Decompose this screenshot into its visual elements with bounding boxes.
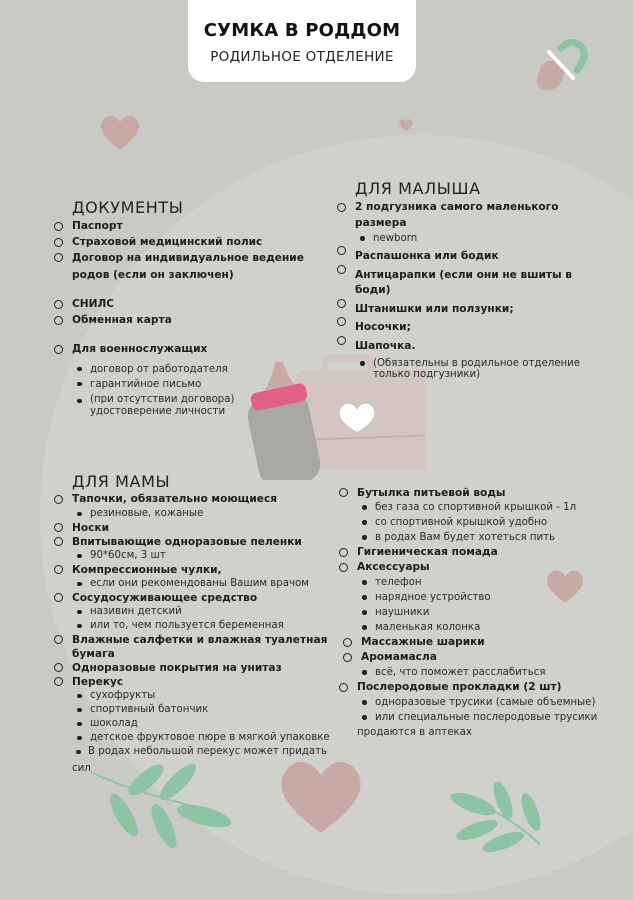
sub-item (337, 590, 627, 605)
checkbox-circle-icon[interactable] (339, 683, 348, 692)
bullet-icon (77, 399, 82, 404)
bullet-icon (360, 236, 365, 241)
sub-item (337, 620, 627, 635)
sub-item-label: телефон (375, 577, 422, 588)
section-heading: ДЛЯ МАМЫ (72, 472, 171, 491)
item-label: Распашонка или бодик (355, 250, 499, 262)
sub-item-label: (при отсутствии договора) удостоверение личности (90, 393, 235, 417)
sub-item-label: если они рекомендованы Вашим врачом (90, 577, 309, 589)
checklist-item[interactable] (335, 320, 605, 336)
bullet-icon (77, 382, 82, 387)
checklist-item[interactable] (52, 535, 342, 549)
checklist-item[interactable] (52, 675, 342, 689)
sub-item-label: називин детский (90, 605, 182, 617)
item-label: Впитывающие одноразовые пеленки (72, 535, 302, 548)
bullet-icon (77, 512, 82, 517)
sub-item (337, 500, 627, 515)
checklist-item[interactable] (52, 591, 342, 605)
checkbox-circle-icon[interactable] (54, 537, 63, 546)
sub-item (52, 689, 342, 703)
title-card (188, 0, 416, 82)
checkbox-circle-icon[interactable] (54, 238, 63, 247)
checkbox-circle-icon[interactable] (54, 495, 63, 504)
sub-item-label: в родах Вам будет хотеться пить (375, 532, 556, 543)
sub-item (52, 619, 342, 633)
checklist-item[interactable] (52, 633, 342, 661)
bullet-icon (362, 670, 367, 675)
item-label: Договор на индивидуальное ведение родов (если он заключен) (72, 252, 304, 281)
checklist-item[interactable] (52, 297, 322, 313)
item-label: СНИЛС (72, 298, 115, 310)
sub-item (337, 515, 627, 530)
continuation-text: продаются в аптеках (357, 727, 472, 738)
checkbox-circle-icon[interactable] (54, 593, 63, 602)
item-label: Послеродовые прокладки (2 шт) (357, 681, 562, 693)
sub-item-label: или специальные послеродовые трусики (375, 712, 598, 723)
item-label: Штанишки или ползунки; (355, 302, 514, 315)
bullet-icon (362, 505, 367, 510)
checklist-item[interactable] (52, 219, 322, 235)
checklist-item[interactable] (335, 200, 605, 231)
section-heading: ДЛЯ МАЛЫША (355, 179, 481, 198)
mom-section-continued (337, 486, 627, 740)
sub-item-label: шоколад (90, 717, 138, 729)
sub-item (337, 710, 627, 725)
documents-section (52, 198, 322, 418)
checkbox-circle-icon[interactable] (343, 653, 352, 662)
checkbox-circle-icon[interactable] (54, 677, 63, 686)
bullet-icon (362, 520, 367, 525)
bullet-icon (362, 595, 367, 600)
checkbox-circle-icon[interactable] (54, 222, 63, 231)
bullet-icon (77, 610, 82, 615)
item-label: Страховой медицинский полис (72, 235, 263, 248)
checkbox-circle-icon[interactable] (337, 265, 346, 274)
sub-item (337, 530, 627, 545)
sub-item (52, 577, 342, 591)
bullet-icon (362, 580, 367, 585)
bullet-icon (77, 582, 82, 587)
continuation-text: сил (72, 762, 91, 774)
item-label: Бутылка питьевой воды (357, 487, 506, 499)
bullet-icon (77, 554, 82, 559)
sub-item (337, 605, 627, 620)
sub-item (52, 377, 322, 392)
checkbox-circle-icon[interactable] (337, 246, 346, 255)
item-label: Обменная карта (72, 313, 172, 326)
bullet-icon (77, 694, 82, 699)
checkbox-circle-icon[interactable] (343, 638, 352, 647)
sub-item-label: договор от работодателя (90, 363, 228, 375)
bullet-icon (362, 610, 367, 615)
sub-item-label: резиновые, кожаные (90, 507, 204, 519)
sub-item-label: маленькая колонка (375, 622, 481, 633)
item-label: Аромамасла (361, 651, 437, 663)
checkbox-circle-icon[interactable] (54, 663, 63, 672)
page-title: СУМКА В РОДДОМ (203, 20, 401, 41)
bullet-icon (77, 736, 82, 741)
sub-item (337, 665, 627, 680)
sub-item-label: сухофрукты (90, 689, 156, 701)
checkbox-circle-icon[interactable] (54, 635, 63, 644)
spacer (52, 328, 322, 342)
sub-item-label: спортивный батончик (90, 703, 209, 715)
item-label: Перекус (72, 675, 124, 688)
item-label: 2 подгузника самого маленького размера (355, 201, 559, 229)
sub-item-label: детское фруктовое пюре в мягкой упаковке (90, 731, 330, 743)
checkbox-circle-icon[interactable] (339, 548, 348, 557)
checklist-item[interactable] (337, 545, 627, 560)
checklist-item[interactable] (52, 235, 322, 251)
checklist-item[interactable] (335, 339, 605, 355)
sub-item-label: В родах небольшой перекус может придать (88, 745, 328, 757)
sub-item-label: 90*60см, 3 шт (90, 549, 166, 561)
sub-item (337, 695, 627, 710)
sub-item-label: (Обязательны в родильное отделение только подгузники) (373, 358, 581, 380)
checklist-item[interactable] (335, 302, 605, 318)
sub-item (52, 731, 342, 745)
bullet-icon (362, 535, 367, 540)
sub-item (52, 394, 250, 418)
bullet-icon (362, 700, 367, 705)
heart-icon (398, 118, 414, 132)
sub-item (52, 717, 342, 731)
heart-icon (98, 112, 142, 152)
checkbox-circle-icon[interactable] (337, 203, 346, 212)
checkbox-circle-icon[interactable] (337, 317, 346, 326)
item-label: Шапочка. (355, 339, 416, 352)
item-label: Носочки; (355, 321, 411, 333)
bullet-icon (77, 367, 82, 372)
checklist-item[interactable] (337, 650, 627, 665)
item-label: Антицарапки (если они не вшиты в боди) (355, 268, 573, 296)
sub-item (52, 745, 342, 759)
item-label: Гигиеническая помада (357, 546, 498, 558)
sub-item-label: без газа со спортивной крышкой - 1л (375, 502, 577, 513)
bullet-icon (362, 715, 367, 720)
item-label: Паспорт (72, 220, 123, 232)
checkbox-circle-icon[interactable] (54, 300, 63, 309)
checklist-item[interactable] (52, 661, 342, 675)
checklist-item[interactable] (335, 249, 605, 265)
leaf-branch-icon (445, 782, 545, 852)
sub-item-label: одноразовые трусики (самые объемные) (375, 697, 596, 708)
checklist-item[interactable] (337, 486, 627, 500)
checkbox-circle-icon[interactable] (337, 336, 346, 345)
checklist-item[interactable] (337, 560, 627, 575)
pacifier-icon (525, 30, 595, 100)
sub-item-label: со спортивной крышкой удобно (375, 517, 548, 528)
sub-item-label: гарантийное письмо (90, 378, 202, 390)
checkbox-circle-icon[interactable] (54, 345, 63, 354)
bullet-icon (76, 750, 81, 755)
bullet-icon (77, 624, 82, 629)
checkbox-circle-icon[interactable] (54, 565, 63, 574)
checkbox-circle-icon[interactable] (54, 523, 63, 532)
sub-item-label: наушники (375, 607, 430, 618)
checkbox-circle-icon[interactable] (54, 316, 63, 325)
bullet-icon (362, 625, 367, 630)
checkbox-circle-icon[interactable] (54, 253, 63, 262)
checklist-item[interactable] (337, 635, 627, 650)
item-label: Для военнослужащих (72, 343, 208, 355)
sub-item-label: или то, чем пользуется беременная (90, 619, 284, 631)
sub-item (52, 605, 342, 619)
item-label: Массажные шарики (361, 636, 485, 648)
sub-item (52, 507, 342, 521)
item-label: Компрессионные чулки, (72, 563, 222, 576)
checkbox-circle-icon[interactable] (337, 299, 346, 308)
sub-item-label: нарядное устройство (375, 592, 491, 603)
page-subtitle: РОДИЛЬНОЕ ОТДЕЛЕНИЕ (210, 49, 394, 65)
baby-section (335, 179, 605, 380)
sub-item (52, 703, 342, 717)
sub-item (335, 231, 605, 246)
bullet-icon (77, 722, 82, 727)
sub-item (52, 362, 322, 377)
checklist-item[interactable] (52, 313, 322, 329)
item-label: Тапочки, обязательно моющиеся (72, 493, 278, 505)
bullet-icon (77, 708, 82, 713)
checklist-item[interactable] (337, 680, 627, 695)
item-label: Сосудосуживающее средство (72, 591, 258, 604)
checklist-item[interactable] (52, 493, 342, 507)
checklist-item[interactable] (52, 521, 342, 535)
sub-item-label: newborn (373, 233, 418, 244)
checklist-item[interactable] (52, 250, 322, 283)
item-label: Аксессуары (357, 561, 430, 573)
checkbox-circle-icon[interactable] (339, 563, 348, 572)
sub-item (337, 575, 627, 590)
item-label: Одноразовые покрытия на унитаз (72, 661, 282, 674)
checklist-item[interactable] (52, 563, 342, 577)
checklist-item[interactable] (52, 342, 322, 358)
item-label: Влажные салфетки и влажная туалетная бумага (72, 633, 328, 660)
sub-item (52, 549, 342, 563)
section-heading: ДОКУМЕНТЫ (72, 198, 184, 217)
bullet-icon (360, 361, 365, 366)
sub-item-label: всё, что поможет расслабиться (375, 667, 546, 678)
mom-section (52, 472, 342, 776)
item-label: Носки (72, 521, 110, 534)
spacer (52, 283, 322, 297)
checklist-item[interactable] (335, 268, 605, 299)
sub-item (335, 358, 603, 380)
checkbox-circle-icon[interactable] (339, 488, 348, 497)
